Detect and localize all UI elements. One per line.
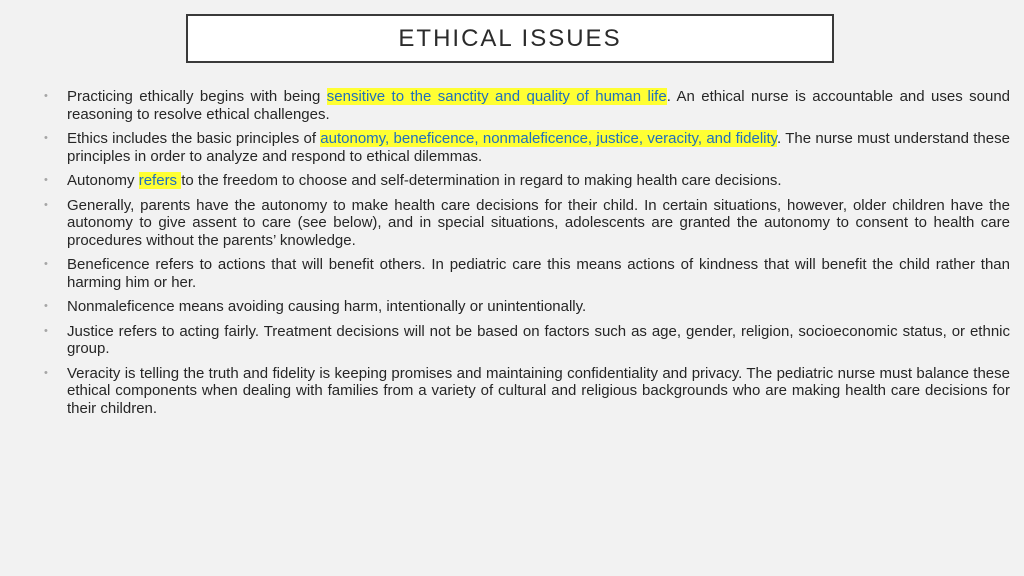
bullet-text-start: Autonomy: [67, 172, 139, 189]
bullet-item-veracity: [44, 365, 1010, 418]
bullet-item-autonomy: [44, 172, 1010, 190]
bullet-item-beneficence: [44, 256, 1010, 291]
bullet-item-parents: [44, 197, 1010, 250]
bullet-text-end: to the freedom to choose and self-determination in regard to making health care decisions.: [181, 172, 782, 189]
bullet-text-start: Ethics includes the basic principles of: [67, 130, 321, 147]
bullet-text: Beneficence refers to actions that will benefit others. In pediatric care this means actions of kindness that will benefit the child rather than harming him or her.: [67, 256, 1010, 291]
bullet-dot-icon: •: [44, 174, 48, 186]
bullet-dot-icon: •: [44, 198, 48, 211]
bullet-text: Nonmaleficence means avoiding causing harm, intentionally or unintentionally.: [67, 298, 587, 315]
bullet-text-end: . An ethical nurse is accountable and uses sound reasoning to resolve ethical challenges.: [67, 88, 1010, 123]
bullet-dot-icon: •: [44, 324, 48, 337]
highlighted-text: refers: [138, 172, 182, 189]
bullet-dot-icon: •: [44, 366, 48, 379]
bullet-text: Generally, parents have the autonomy to make health care decisions for their child. In certain situations, however, older children have the autonomy to give assent to care (see below), and in special situations, adolescents are granted the autonomy to consent to health care procedures without the parents’ knowledge.: [67, 196, 1010, 249]
bullet-text-end: . The nurse must understand these principles in order to analyze and respond to ethical dilemmas.: [67, 130, 1010, 165]
title-box: [186, 14, 834, 63]
bullet-dot-icon: •: [44, 300, 48, 312]
bullet-dot-icon: •: [44, 132, 48, 144]
bullet-item-justice: [44, 323, 1010, 358]
bullet-item-principles: [44, 130, 1010, 165]
bullet-dot-icon: •: [44, 90, 48, 102]
bullet-item-sanctity: [44, 88, 1010, 123]
highlighted-text: autonomy, beneficence, nonmaleficence, justice, veracity, and fidelity: [320, 130, 778, 147]
bullet-text: Veracity is telling the truth and fidelity is keeping promises and maintaining confidentiality and privacy. The pediatric nurse must balance these ethical components when dealing with families from a variety of cultural and religious backgrounds who are making health care decisions for their children.: [67, 364, 1010, 417]
bullet-item-nonmaleficence: [44, 298, 1010, 316]
bullet-dot-icon: •: [44, 258, 48, 270]
bullet-text: Justice refers to acting fairly. Treatment decisions will not be based on factors such as age, gender, religion, socioeconomic status, or ethnic group.: [67, 322, 1010, 357]
bullet-list: [44, 88, 1010, 424]
bullet-text-start: Practicing ethically begins with being: [67, 88, 327, 105]
highlighted-text: sensitive to the sanctity and quality of human life: [326, 88, 667, 105]
slide-title: ETHICAL ISSUES: [398, 24, 622, 52]
